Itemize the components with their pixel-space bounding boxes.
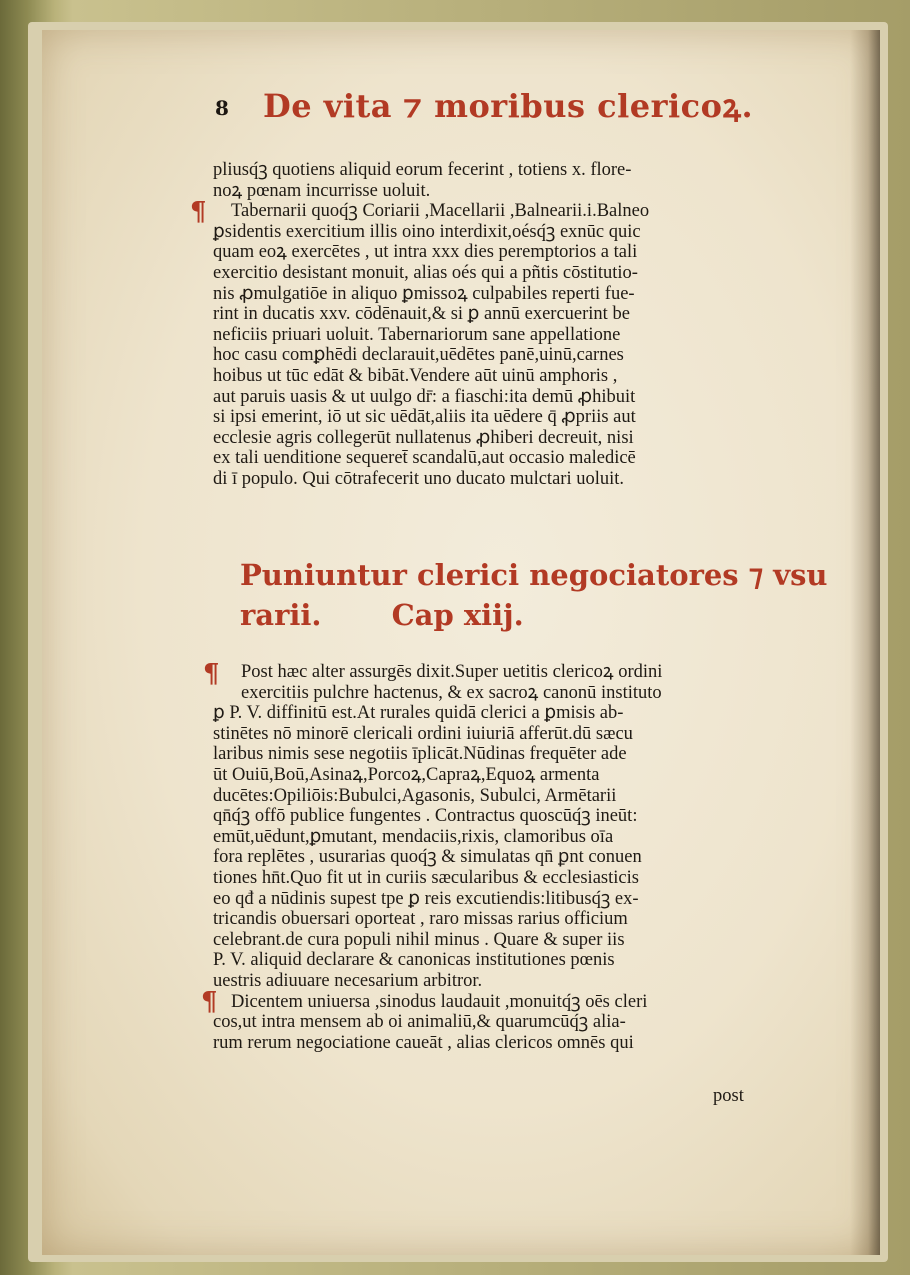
binding-gutter (850, 30, 880, 1255)
text-line: emūt,uēdunt,ꝑmutant, mendaciis,rixis, clamoribus oīa (213, 826, 614, 847)
text-line: qn̄q́ꝫ offō publice fungentes . Contractus quoscūq́ꝫ ineūt: (213, 806, 638, 827)
text-line: si ipsi emerint, iō ut sic uēdāt,aliis ita uēdere q̄ ꝓpriis aut (213, 407, 636, 428)
text-line: hoc casu comꝑhēdi declarauit,uēdētes panē,uinū,carnes (213, 345, 624, 366)
text-line: P. V. aliquid declarare & canonicas institutiones pœnis (213, 950, 615, 971)
text-line: di ī populo. Qui cōtrafecerit uno ducato mulctari uoluit. (213, 468, 625, 489)
text-line: nis ꝓmulgatiōe in aliquo ꝑmissoꝝ culpabiles reperti fue- (213, 283, 635, 304)
text-line: ducētes:Opiliōis:Bubulci,Agasonis, Subulci, Armētarii (213, 785, 617, 806)
text-line: Dicentem uniuersa ,sinodus laudauit ,monuitq́ꝫ oēs cleri (231, 991, 648, 1012)
text-line: uestris adiuuare necesarium arbitror. (213, 970, 483, 991)
text-line: ūt Ouiū,Boū,Asinaꝝ,Porcoꝝ,Capraꝝ,Equoꝝ armenta (213, 764, 600, 785)
paragraph-mark-icon: ¶ (203, 659, 220, 689)
text-line: cos,ut intra mensem ab oi animaliū,& quarumcūq́ꝫ alia- (213, 1012, 626, 1033)
text-line: rint in ducatis xxv. cōdēnauit,& si ꝑ annū exercuerint be (213, 304, 630, 325)
page-number: 8 (215, 96, 229, 120)
text-line: ꝑsidentis exercitium illis oino interdixit,oésq́ꝫ exnūc quic (213, 221, 641, 242)
text-line: celebrant.de cura populi nihil minus . Quare & super iis (213, 929, 625, 950)
text-line: eo qđ a nūdinis supest tpe ꝑ reis excutiendis:litibusq́ꝫ ex- (213, 888, 639, 909)
text-line: tiones hn̄t.Quo fit ut in curiis sæcularibus & ecclesiasticis (213, 867, 639, 888)
text-line: hoibus ut tūc edāt & bibāt.Vendere aūt uinū amphoris , (213, 365, 618, 386)
text-line: stinētes nō minorē clericali ordini iuiuriā afferūt.dū sæcu (213, 723, 633, 744)
text-line: ecclesie agris collegerūt nullatenus ꝓhiberi decreuit, nisi (213, 427, 634, 448)
text-line: exercitio desistant monuit, alias oés qui a pñtis cōstitutio- (213, 262, 638, 283)
chapter-number: Cap xiij. (391, 598, 524, 632)
chapter-heading (240, 555, 828, 635)
text-line: Tabernarii quoq́ꝫ Coriarii ,Macellarii ,Balnearii.i.Balneo (231, 201, 650, 222)
catchword: post (713, 1086, 744, 1106)
text-section-1 (190, 160, 773, 490)
heading-line-2-word: rarii. (240, 598, 322, 632)
text-line: laribus nimis sese negotiis īplicāt.Nūdinas frequēter ade (213, 744, 627, 765)
text-line: aut paruis uasis & ut uulgo dr̄: a fiaschi:ita demū ꝓhibuit (213, 386, 636, 407)
heading-line-2 (240, 595, 780, 635)
text-line: noꝝ pœnam incurrisse uoluit. (213, 180, 431, 201)
page-header (215, 82, 754, 132)
text-section-2 (201, 659, 773, 1053)
heading-line-1: Puniuntur clerici negociatores ⁊ vsu (240, 558, 828, 592)
text-line: tricandis obuersari oporteat , raro missas rarius officium (213, 909, 628, 930)
text-line: ex tali uenditione sequeret̄ scandalū,aut occasio maledicē (213, 448, 636, 469)
text-line: quam eoꝝ exercētes , ut intra xxx dies peremptorios a tali (213, 242, 638, 263)
text-line: Post hæc alter assurgēs dixit.Super uetitis clericoꝝ ordini (241, 662, 663, 682)
text-line: fora replētes , usurarias quoq́ꝫ & simulatas qn̄ ꝑnt conuen (213, 847, 642, 868)
text-line: pliusq́ꝫ quotiens aliquid eorum fecerint , totiens x. flore- (213, 160, 632, 180)
text-line: neficiis priuari uoluit. Tabernariorum sane appellatione (213, 324, 621, 345)
text-line: rum rerum negociatione caueāt , alias clericos omnēs qui (213, 1032, 634, 1053)
text-line: ꝑ P. V. diffinitū est.At rurales quidā clerici a ꝑmisis ab- (213, 703, 624, 724)
paragraph-mark-icon: ¶ (201, 987, 218, 1017)
text-line: exercitiis pulchre hactenus, & ex sacroꝝ canonū instituto (241, 682, 662, 703)
running-title: De vita ⁊ moribus clericoꝝ. (263, 87, 754, 125)
paragraph-mark-icon: ¶ (190, 197, 207, 227)
